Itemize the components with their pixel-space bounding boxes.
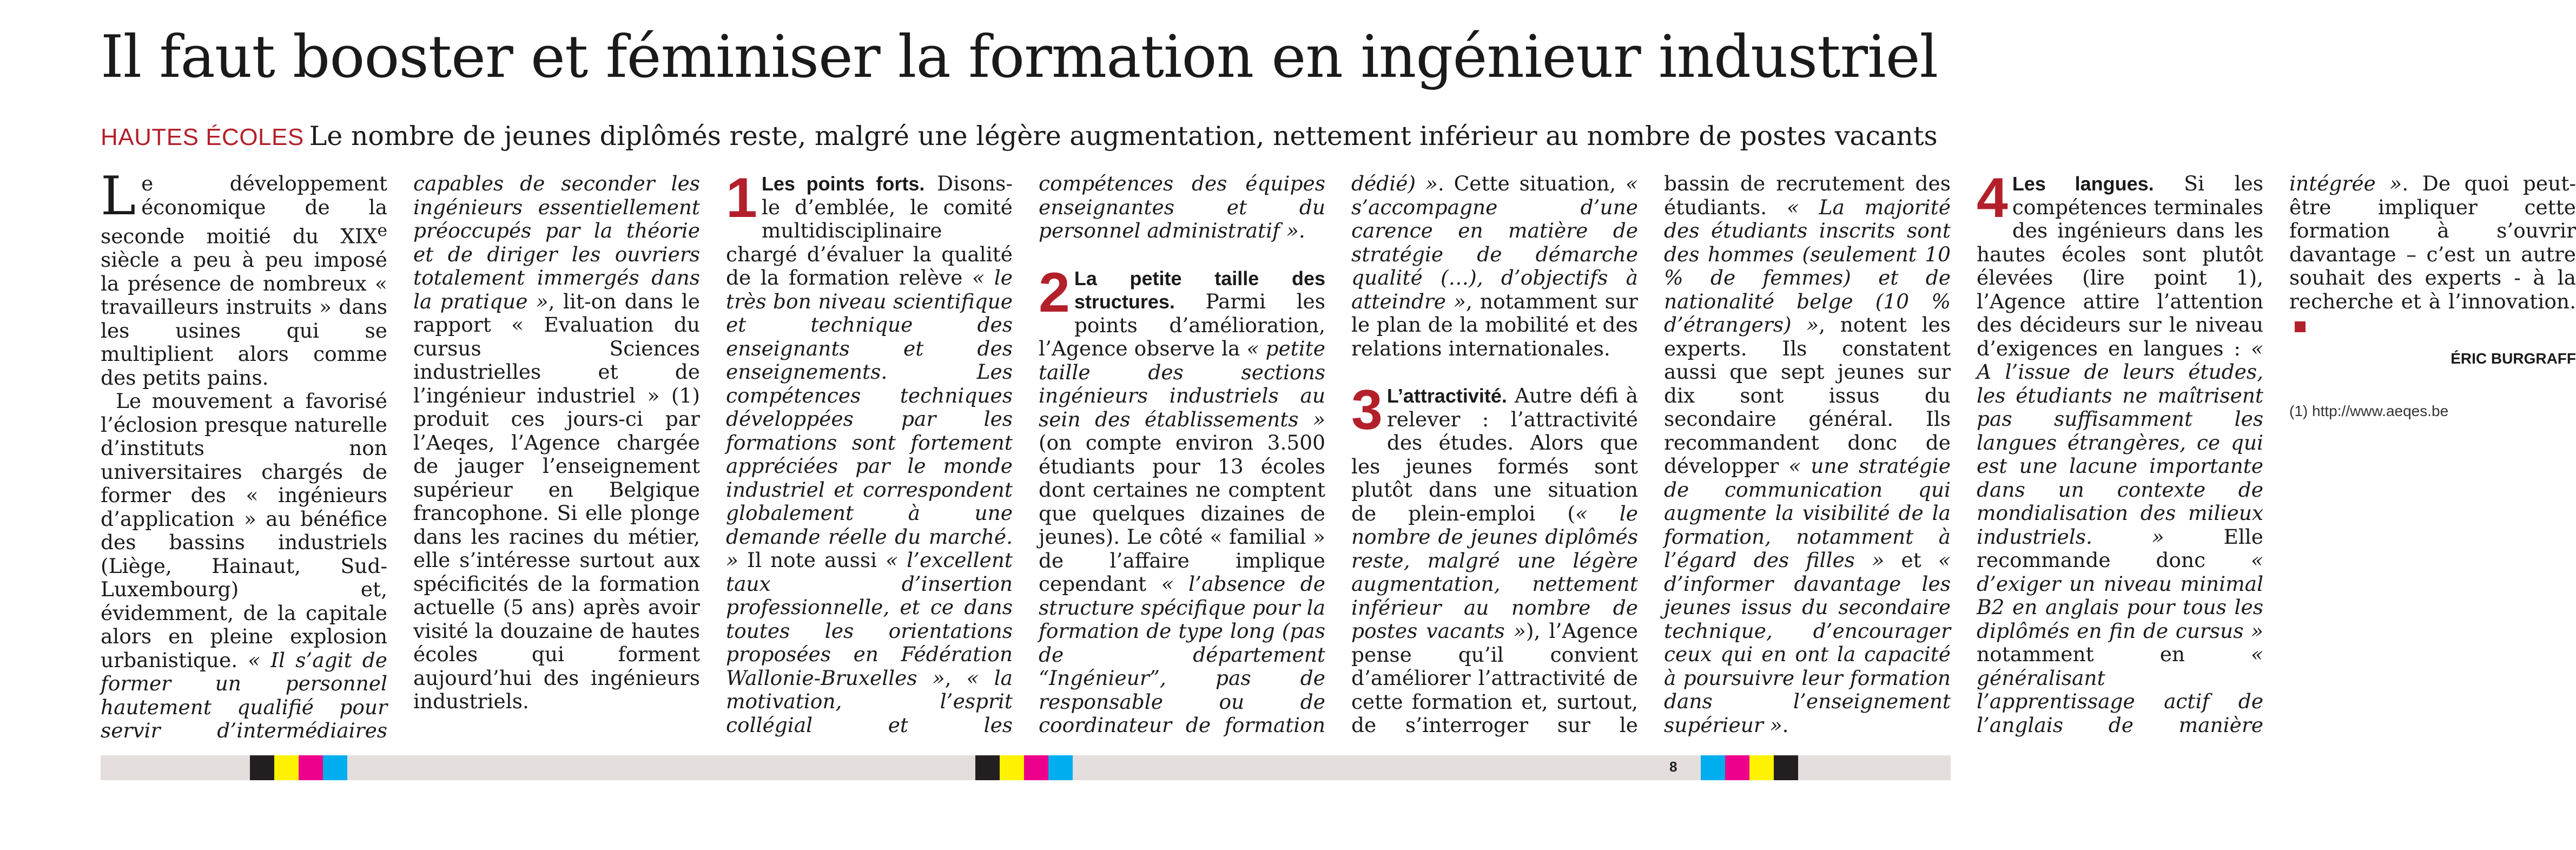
swatch-yellow — [1749, 755, 1774, 780]
section-title-3: L’attractivité. — [1386, 385, 1507, 407]
section-number-4: 4 — [1977, 167, 2008, 229]
footnote: (1) http://www.aeqes.be — [2289, 403, 2449, 419]
kicker: HAUTES ÉCOLES — [101, 124, 304, 150]
page-number: 8 — [1669, 759, 1677, 775]
end-mark-icon — [2295, 321, 2306, 332]
quote: « La majorité des étudiants inscrits sont des hommes (seulement 10 % de femmes) et de nationalité belge (10 % d’étrangers) » — [1664, 195, 1951, 337]
section-text: Parmi les points d’amélioration, l’Agence observe la — [1039, 289, 1325, 360]
section-text: ), l’Agence pense qu’il convient d’améliorer l’attractivité de cette formation et, surtout, de s’interroger sur le bassin de recrutement des étudiants. — [1351, 172, 1951, 737]
section-text: , notamment sur le plan de la mobilité et des relations internationales. — [1351, 289, 1638, 360]
intro-text: e développement économique de la seconde moitié du XIX — [101, 172, 387, 248]
quote: « petite taille des sections ingénieurs industriels au sein des établissements » — [1039, 337, 1325, 431]
article-body — [101, 166, 2576, 746]
standfirst-text: Le nombre de jeunes diplômés reste, malgré une légère augmentation, nettement inférieur au nombre de postes vacants — [309, 121, 1938, 151]
color-registration-bar — [101, 755, 1951, 780]
swatch-magenta — [299, 755, 323, 780]
section-text: notamment en — [1977, 642, 2251, 666]
quote: « A l’issue de leurs études, les étudiants ne maîtrisent pas suffisamment les langues étrangères, ce qui est une lacune importante dans un contexte de mondialisation des milieux industriels. » — [1977, 336, 2263, 549]
section-text: , notent les experts. Ils constatent aussi que sept jeunes sur dix sont issus du secondaire général. Ils recommandent donc de développer — [1664, 313, 1951, 478]
section-title-4: Les langues. — [2012, 173, 2154, 195]
section-text: . — [1298, 219, 1305, 242]
quote: « s’accompagne d’une carence en matière de stratégie de démarche qualité (…), d’objectifs à atteindre » — [1351, 172, 1638, 313]
section-text: et — [1884, 548, 1939, 572]
swatch-black — [1774, 755, 1798, 780]
intro-text: Le mouvement a favorisé l’éclosion presque naturelle d’instituts non universitaires chargés de former des « ingénieurs d’application » au bénéfice des bassins industriels (Liège, Hainaut, Sud-Luxembourg) et, évidemment, de la capitale alors en pleine explosion urbanistique. — [101, 389, 387, 672]
quote: « d’informer davantage les jeunes issus du secondaire technique, d’encourager ceux qui en ont la capacité à poursuivre leur formation dans l’enseignement supérieur » — [1664, 548, 1951, 737]
superscript: e — [377, 221, 387, 240]
section-text: . De quoi peut-être impliquer cette formation à s’ouvrir davantage – c’est un autre souhait des experts - à la recherche et à l’innovation. — [2289, 172, 2576, 313]
swatch-black — [975, 755, 1000, 780]
swatch-yellow — [274, 755, 299, 780]
section-4 — [1977, 167, 2576, 746]
swatch-yellow — [1000, 755, 1024, 780]
section-text: , — [944, 665, 967, 690]
section-text: (on compte environ 3.500 étudiants pour 13 écoles dont certaines ne comptent que quelques dizaines de jeunes). Le côté « familial » de l’affaire implique cependant — [1039, 431, 1325, 596]
section-text: Elle recommande donc — [1977, 524, 2263, 572]
swatch-cyan — [1701, 755, 1725, 780]
quote: « une stratégie de communication qui augmente la visibilité de la formation, notamment à l’égard des filles » — [1664, 454, 1951, 572]
section-text: Disons-le d’emblée, le comité multidisciplinaire chargé d’évaluer la qualité de la formation relève — [726, 172, 1013, 289]
quote: « généralisant l’apprentissage actif de l’anglais de manière intégrée » — [1977, 172, 2402, 737]
dropcap: L — [101, 166, 136, 227]
quote: « le très bon niveau scientifique et technique des enseignants et des enseignements. Les compétences techniques développées par les formations sont fortement appréciées par le monde industriel et correspondent globalement à une demande réelle du marché. » — [726, 266, 1013, 572]
section-title-1: Les points forts. — [761, 173, 925, 195]
quote: « la motivation, l’esprit collégial et les compétences des équipes enseignantes et du personnel administratif » — [726, 172, 1325, 737]
section-text: . Cette situation, — [1437, 172, 1626, 195]
swatch-cyan — [1048, 755, 1073, 780]
quote: « le nombre de jeunes diplômés reste, malgré une légère augmentation, nettement inférieur au nombre de postes vacants » — [1351, 501, 1638, 643]
section-title-2: La petite taille des structures. — [1074, 267, 1325, 313]
swatch-cyan — [323, 755, 347, 780]
section-text: . — [1782, 713, 1789, 737]
section-text: Autre défi à relever : l’attractivité des études. Alors que les jeunes formés sont plutôt dans une situation de plein-emploi ( — [1351, 384, 1638, 525]
swatch-magenta — [1725, 755, 1749, 780]
section-text: Si les compétences terminales des ingénieurs dans les hautes écoles sont plutôt élevées (lire point 1), l’Agence attire l’attention des décideurs sur le niveau d’exigences en langues : — [1977, 172, 2263, 360]
section-number-2: 2 — [1039, 261, 1070, 324]
intro-paragraph-1 — [101, 166, 387, 390]
intro-text: siècle a peu à peu imposé la présence de nombreux « travailleurs instruits » dans les usines qui se multiplient alors comme des petits pains. — [101, 248, 387, 390]
headline: Il faut booster et féminiser la formation en ingénieur industriel — [101, 23, 1938, 91]
section-text: Il note aussi — [738, 548, 886, 572]
intro-text: , lit-on dans le rapport « Evaluation du cursus Sciences industrielles et de l’ingénieur industriel » (1) produit ces jours-ci par l’Aeqes, l’Agence chargée de jauger l’enseignement supérieur en Belgique francophone. Si elle plonge dans les racines du métier, elle s’intéresse surtout aux spécificités de la formation actuelle (5 ans) après avoir visité la douzaine de hautes écoles qui forment aujourd’hui des ingénieurs industriels. — [413, 289, 700, 713]
author-signature: ÉRIC BURGRAFF — [2450, 350, 2576, 367]
standfirst — [101, 118, 1951, 156]
swatch-magenta — [1024, 755, 1048, 780]
quote: « l’excellent taux d’insertion professionnelle, et ce dans toutes les orientations proposées en Fédération Wallonie-Bruxelles » — [726, 548, 1013, 690]
swatch-black — [250, 755, 274, 780]
section-number-3: 3 — [1351, 379, 1383, 442]
quote: « l’absence de structure spécifique pour la formation de type long (pas de département “Ingénieur”, pas de responsable ou de coordinateur de formation dédié) » — [1039, 172, 1438, 737]
quote: « d’exiger un niveau minimal B2 en anglais pour tous les diplômés en fin de cursus » — [1977, 548, 2263, 643]
section-number-1: 1 — [726, 167, 757, 229]
quote: « Il s’agit de former un personnel hautement qualifié pour servir d’intermédiaires capables de seconder les ingénieurs essentiellement préoccupés par la théorie et de diriger les ouvriers totalement immergés dans la pratique » — [101, 172, 700, 742]
